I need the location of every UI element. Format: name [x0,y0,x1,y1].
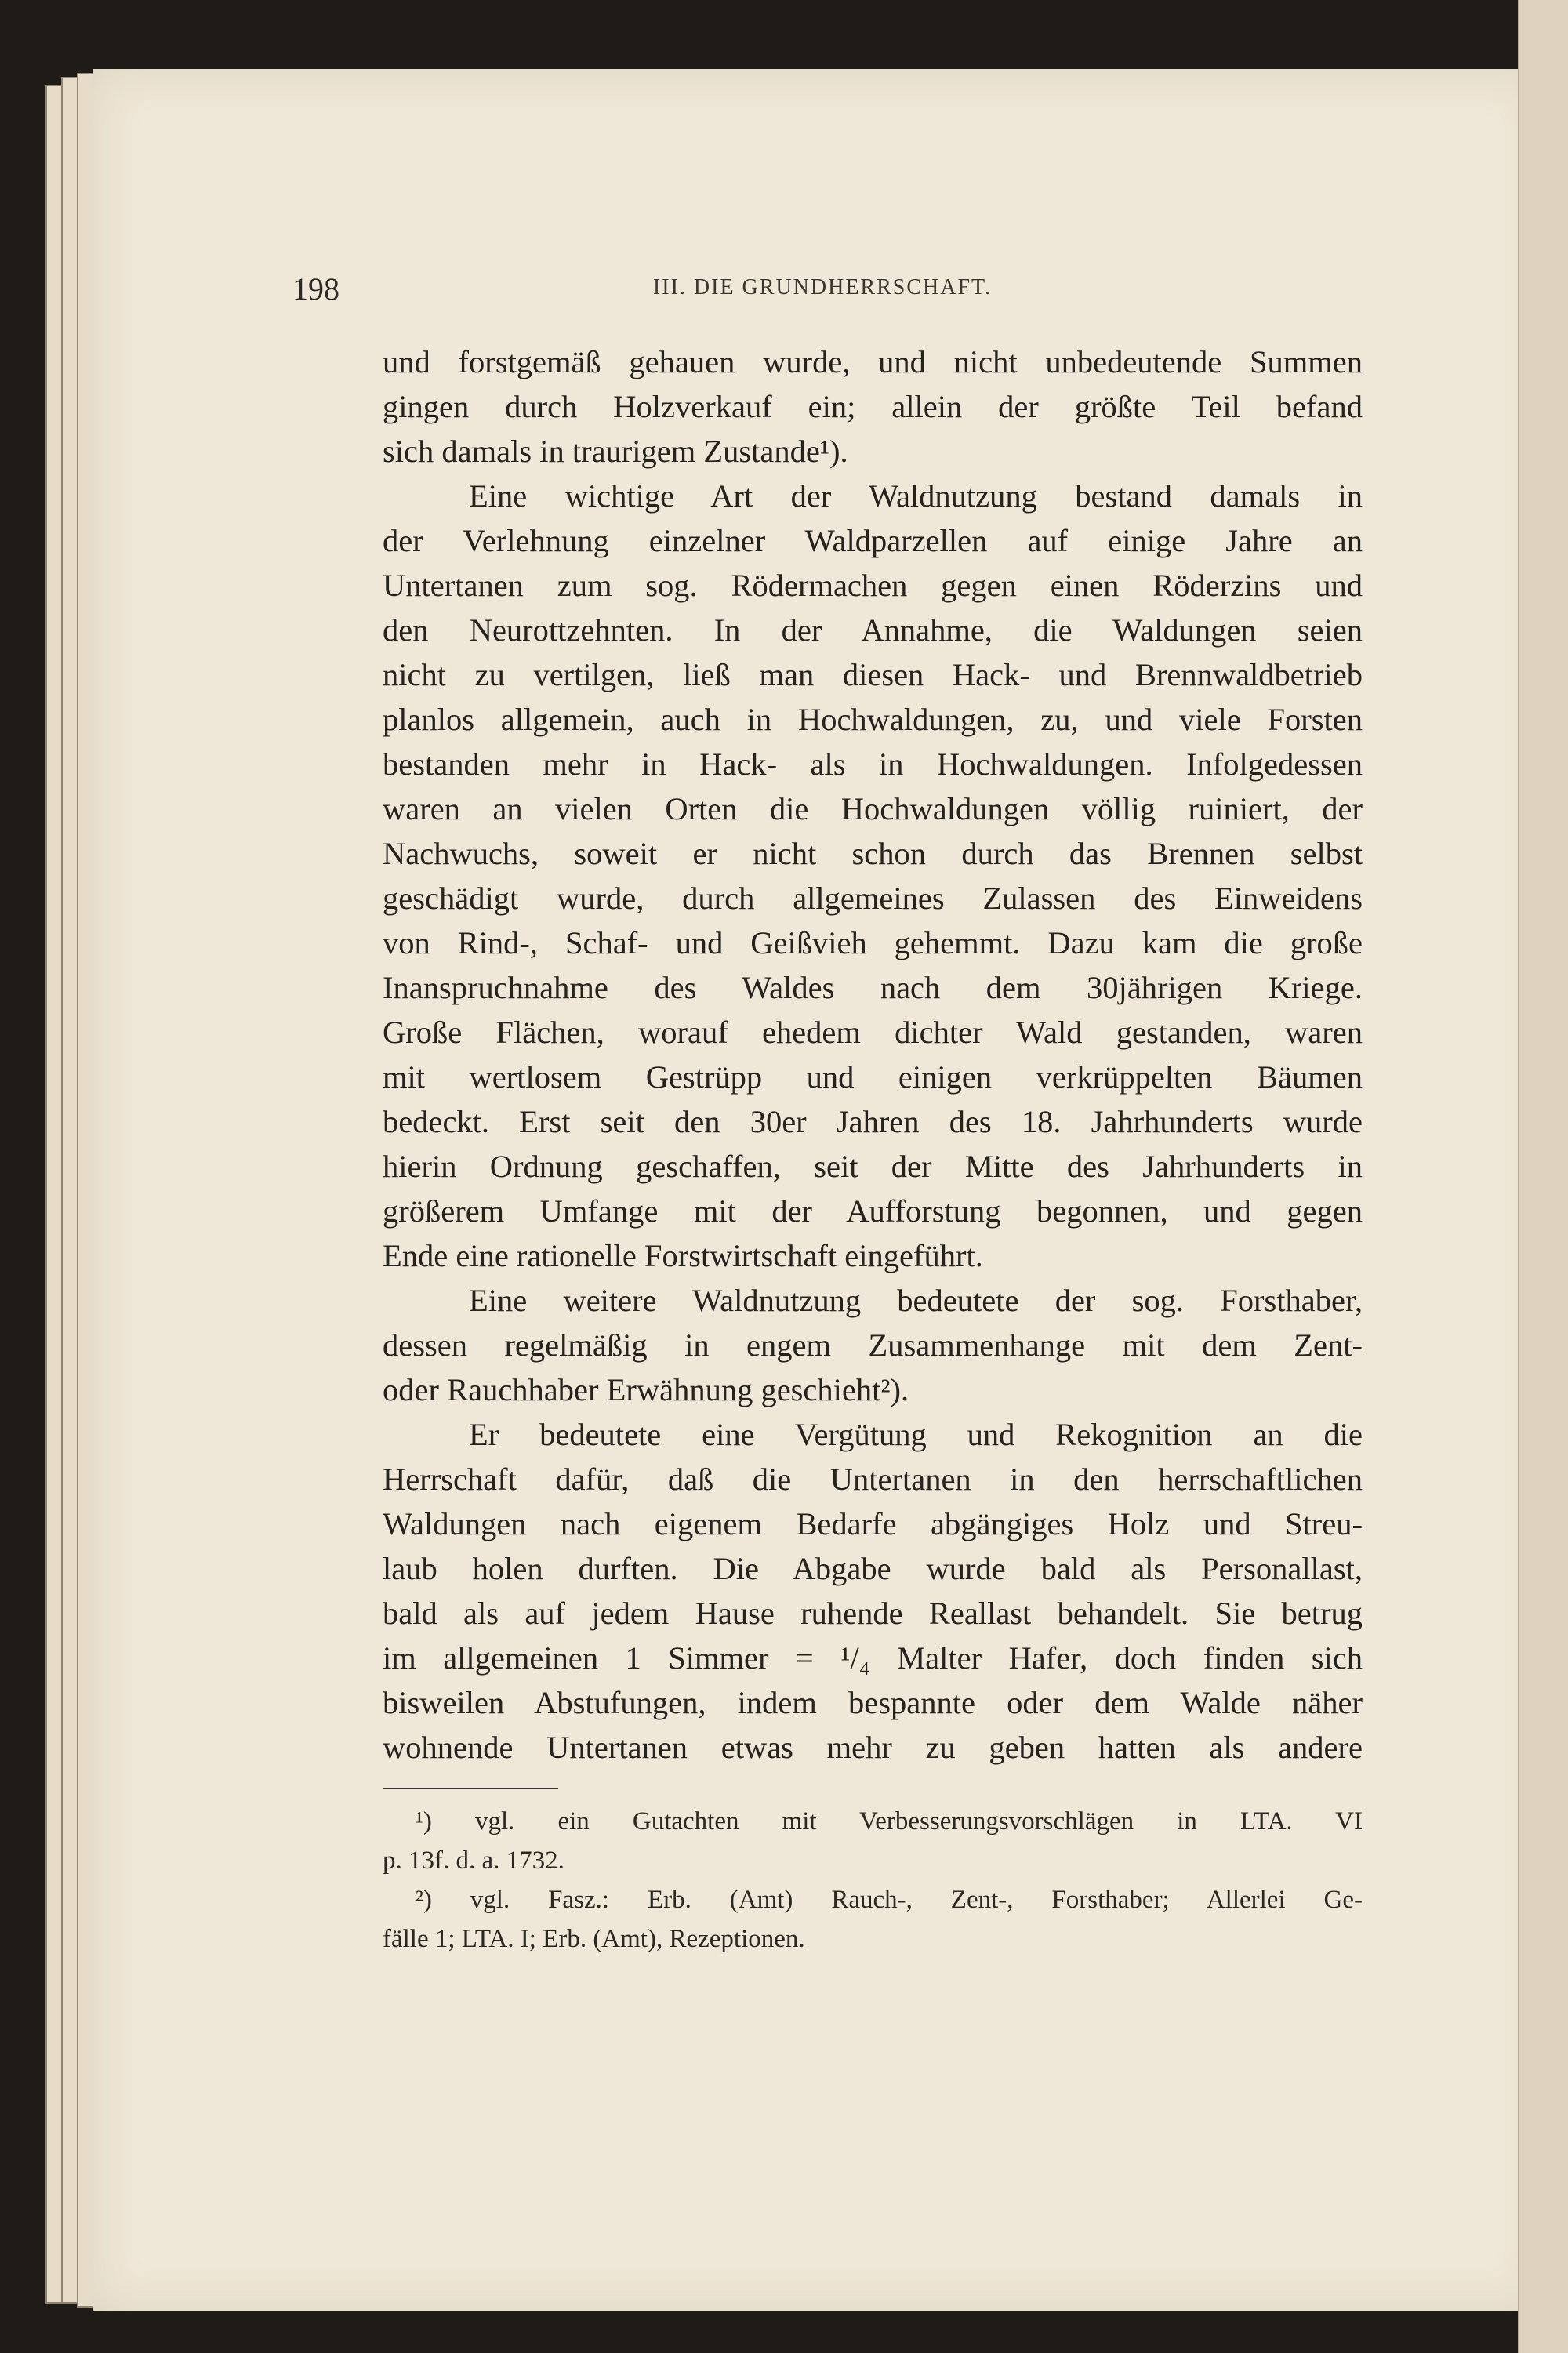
text-line: Er bedeutete eine Vergütung und Rekognition an die [469,1417,1363,1452]
footnotes [383,1802,1363,1959]
running-header [292,271,1352,318]
footnote-line: ²) vgl. Fasz.: Erb. (Amt) Rauch-, Zent-, Forsthaber; Allerlei Ge- [416,1886,1363,1914]
text-line: Ende eine rationelle Forstwirtschaft eingeführt. [383,1238,983,1273]
text-line: oder Rauchhaber Erwähnung geschieht²). [383,1372,909,1407]
text-line: dessen regelmäßig in engem Zusammenhange mit dem Zent- [383,1327,1363,1363]
text-line: Waldungen nach eigenem Bedarfe abgängiges Holz und Streu- [383,1506,1363,1541]
text-line: von Rind-, Schaf- und Geißvieh gehemmt. Dazu kam die große [383,925,1363,960]
text-line: größerem Umfange mit der Aufforstung begonnen, und gegen [383,1193,1363,1229]
text-line: planlos allgemein, auch in Hochwaldungen, zu, und viele Forsten [383,702,1363,737]
footnote-line: fälle 1; LTA. I; Erb. (Amt), Rezeptionen. [383,1925,805,1953]
text-line: sich damals in traurigem Zustande¹). [383,434,848,469]
text-line: bald als auf jedem Hause ruhende Reallast behandelt. Sie betrug [383,1596,1363,1631]
running-title: III. DIE GRUNDHERRSCHAFT. [652,275,993,300]
page-number: 198 [292,271,339,307]
text-line: Eine weitere Waldnutzung bedeutete der sog. Forsthaber, [469,1283,1363,1318]
text-line: Untertanen zum sog. Rödermachen gegen einen Röderzins und [383,568,1363,603]
text-line: laub holen durften. Die Abgabe wurde bald als Personallast, [383,1551,1363,1586]
text-line: und forstgemäß gehauen wurde, und nicht unbedeutende Summen [383,344,1363,379]
text-line: Nachwuchs, soweit er nicht schon durch das Brennen selbst [383,836,1363,871]
text-line: der Verlehnung einzelner Waldparzellen auf einige Jahre an [383,523,1363,558]
footnote-rule [383,1788,558,1789]
footnote-line: p. 13f. d. a. 1732. [383,1846,564,1875]
text-line: Eine wichtige Art der Waldnutzung bestand damals in [469,478,1363,514]
text-line: wohnende Untertanen etwas mehr zu geben hatten als andere [383,1730,1363,1765]
footnote-line: ¹) vgl. ein Gutachten mit Verbesserungsvorschlägen in LTA. VI [416,1807,1363,1836]
text-line: hierin Ordnung geschaffen, seit der Mitte des Jahrhunderts in [383,1149,1363,1184]
text-line: im allgemeinen 1 Simmer = ¹/₄ Malter Hafer, doch finden sich [383,1640,1363,1676]
body-text [383,340,1363,1770]
text-line: bestanden mehr in Hack- als in Hochwaldungen. Infolgedessen [383,746,1363,782]
text-line: geschädigt wurde, durch allgemeines Zulassen des Einweidens [383,881,1363,916]
text-line: bisweilen Abstufungen, indem bespannte oder dem Walde näher [383,1685,1363,1720]
text-line: den Neurottzehnten. In der Annahme, die Waldungen seien [383,612,1363,648]
text-line: waren an vielen Orten die Hochwaldungen völlig ruiniert, der [383,791,1363,826]
text-line: mit wertlosem Gestrüpp und einigen verkrüppelten Bäumen [383,1059,1363,1095]
text-line: Große Flächen, worauf ehedem dichter Wald gestanden, waren [383,1015,1363,1050]
text-line: Inanspruchnahme des Waldes nach dem 30jährigen Kriege. [383,970,1363,1005]
text-line: gingen durch Holzverkauf ein; allein der größte Teil befand [383,389,1363,424]
text-line: bedeckt. Erst seit den 30er Jahren des 18. Jahrhunderts wurde [383,1104,1363,1139]
text-line: nicht zu vertilgen, ließ man diesen Hack- und Brennwaldbetrieb [383,657,1363,692]
page-gutter [1518,0,1568,2353]
text-line: Herrschaft dafür, daß die Untertanen in den herrschaftlichen [383,1462,1363,1497]
